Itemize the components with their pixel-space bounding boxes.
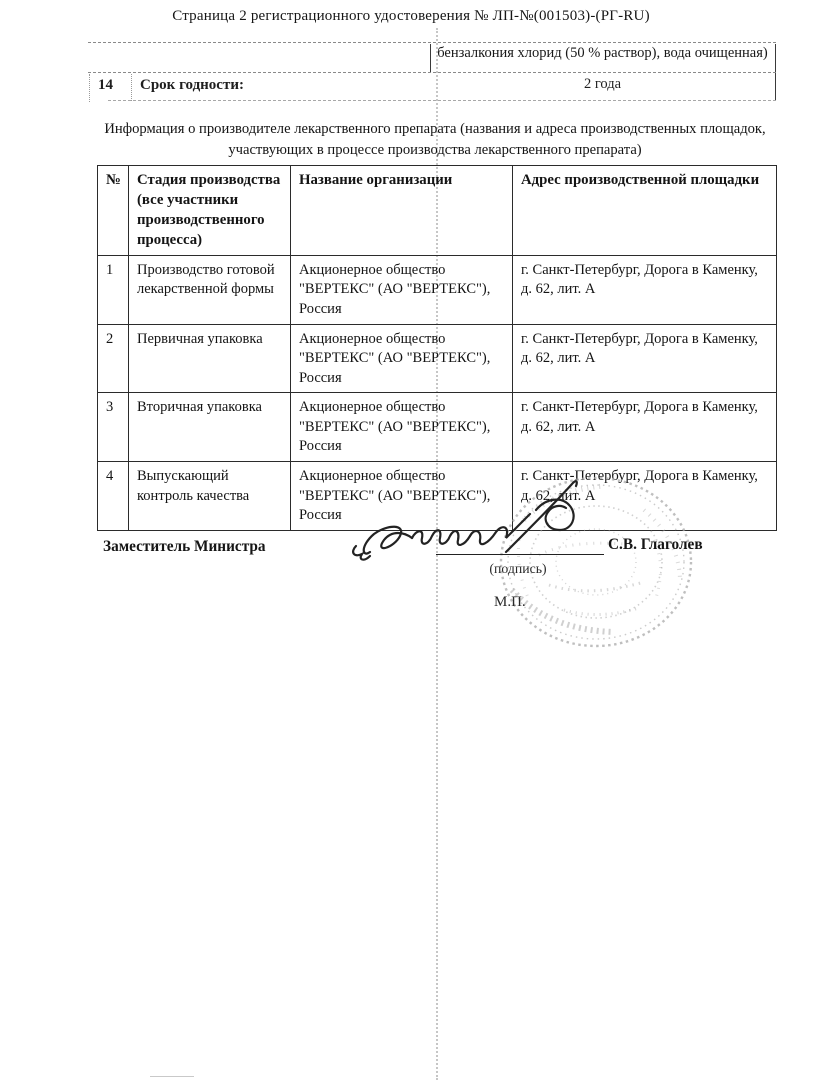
fragment-cell-left-border <box>430 44 431 72</box>
table-row <box>98 324 777 393</box>
row14-divider <box>131 74 132 101</box>
cell-stage: Первичная упаковка <box>129 324 291 393</box>
minister-title: Заместитель Министра <box>103 538 266 555</box>
table-row <box>98 393 777 462</box>
row14-number: 14 <box>98 77 113 93</box>
cell-num: 1 <box>98 255 129 324</box>
cell-stage: Вторичная упаковка <box>129 393 291 462</box>
cell-organization: Акционерное общество "ВЕРТЕКС" (АО "ВЕРТЕКС"), Россия <box>291 324 513 393</box>
col-header-organization: Название организации <box>291 166 513 256</box>
cell-address: г. Санкт-Петербург, Дорога в Каменку, д. 62, лит. А <box>513 461 777 530</box>
col-header-stage: Стадия производства (все участники производственного процесса) <box>129 166 291 256</box>
signatory-name: С.В. Глаголев <box>608 536 703 553</box>
table-header-row <box>98 166 777 256</box>
row14-label: Срок годности: <box>140 77 244 93</box>
row14-left-border <box>89 74 90 102</box>
seal-place-label: М.П. <box>494 594 526 610</box>
cell-stage: Выпускающий контроль качества <box>129 461 291 530</box>
fragment-mid-border <box>88 72 776 73</box>
table-row <box>98 255 777 324</box>
signature-line <box>436 554 604 555</box>
cell-address: г. Санкт-Петербург, Дорога в Каменку, д. 62, лит. А <box>513 393 777 462</box>
page-title: Страница 2 регистрационного удостоверения № ЛП-№(001503)-(РГ-RU) <box>172 8 650 24</box>
cell-organization: Акционерное общество "ВЕРТЕКС" (АО "ВЕРТЕКС"), Россия <box>291 393 513 462</box>
signature-caption: (подпись) <box>489 561 547 576</box>
col-header-address: Адрес производственной площадки <box>513 166 777 256</box>
cell-organization: Акционерное общество "ВЕРТЕКС" (АО "ВЕРТЕКС"), Россия <box>291 461 513 530</box>
cell-stage: Производство готовой лекарственной формы <box>129 255 291 324</box>
manufacturer-info-paragraph: Информация о производителе лекарственного препарата (названия и адреса производственных площадок, участвующих в процессе производства лекарственного препарата) <box>104 121 766 158</box>
fragment-top-border <box>88 42 776 43</box>
cell-num: 4 <box>98 461 129 530</box>
row14-value: 2 года <box>583 76 622 92</box>
cell-address: г. Санкт-Петербург, Дорога в Каменку, д. 62, лит. А <box>513 255 777 324</box>
composition-tail-text: бензалкония хлорид (50 % раствор), вода очищенная) <box>437 45 768 61</box>
col-header-num: № <box>98 166 129 256</box>
scan-artifact-mark <box>150 1076 194 1077</box>
cell-organization: Акционерное общество "ВЕРТЕКС" (АО "ВЕРТЕКС"), Россия <box>291 255 513 324</box>
cell-num: 3 <box>98 393 129 462</box>
cell-address: г. Санкт-Петербург, Дорога в Каменку, д. 62, лит. А <box>513 324 777 393</box>
fragment-bottom-border <box>108 100 776 101</box>
cell-num: 2 <box>98 324 129 393</box>
